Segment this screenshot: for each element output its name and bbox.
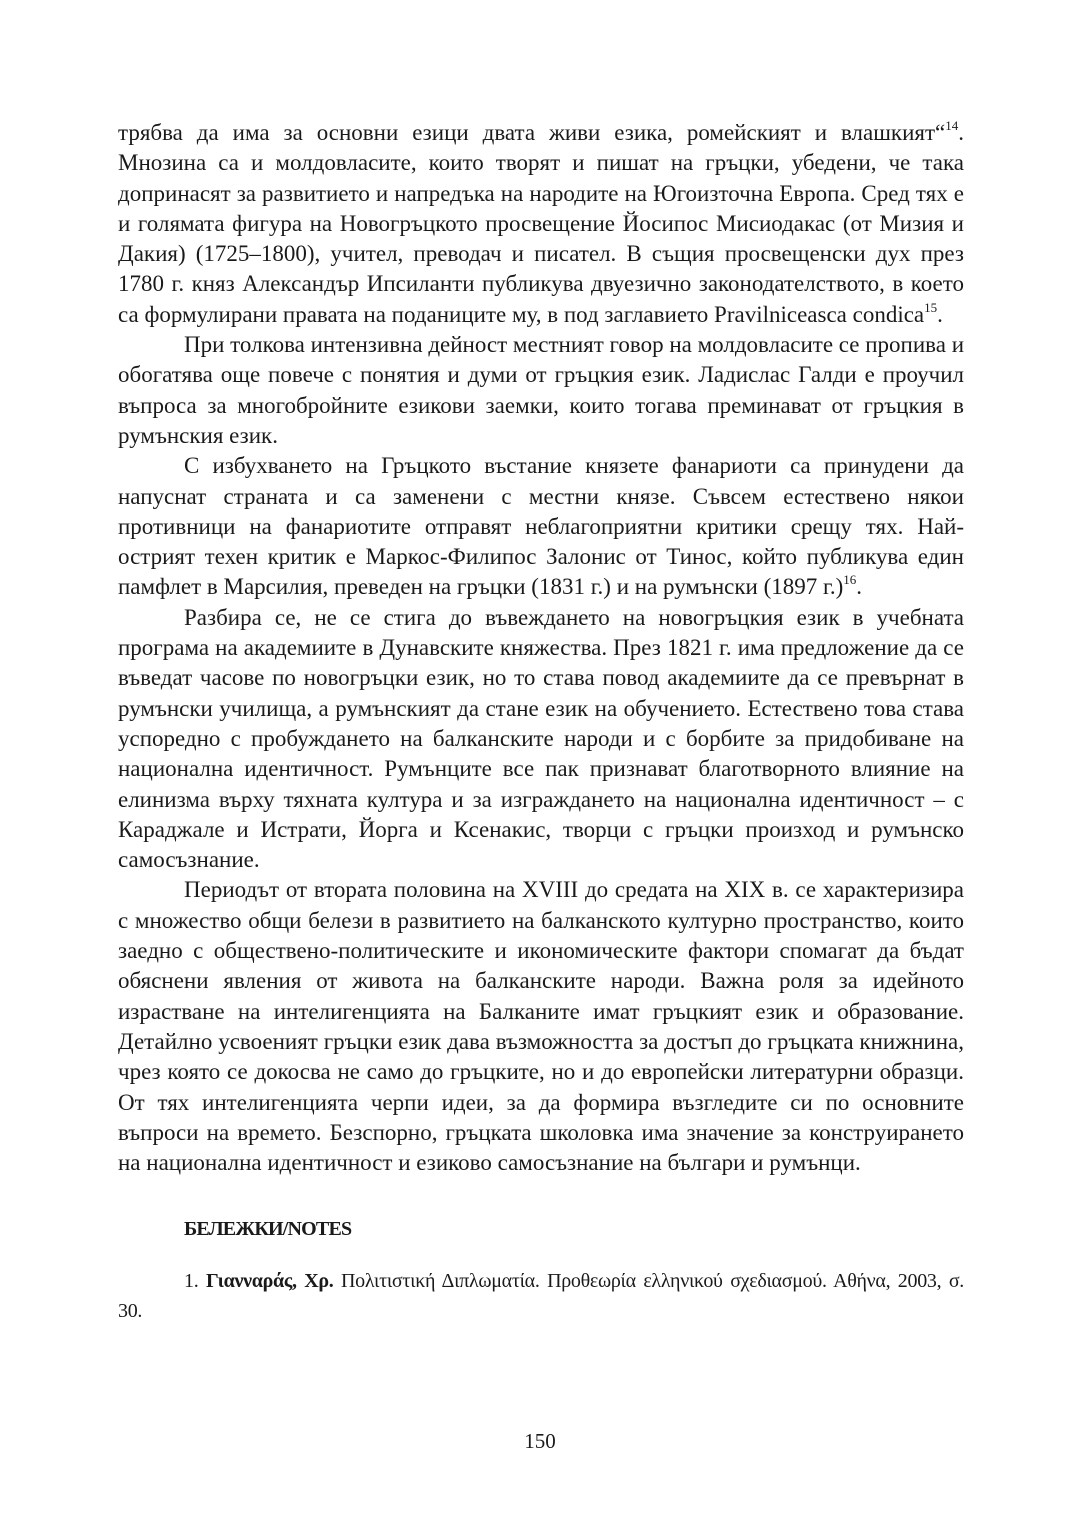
page-number: 150: [524, 1429, 556, 1453]
note-author: Γιανναράς, Χρ.: [205, 1270, 334, 1293]
paragraph-text: При толкова интензивна дейност местният говор на молдовласите се пропива и обогатява още повече с понятия и думи от гръцкия език. Ладислас Галди е проучил въпроса за многобройните езикови заемки, които тогава преминават от гръцкия в румънския език.: [118, 332, 965, 448]
notes-heading: БЕЛЕЖКИ/NOTES: [184, 1218, 352, 1241]
paragraph-text: трябва да има за основни езици двата живи езика, ромейският и влашкият“: [118, 120, 946, 145]
paragraph-text: .: [856, 574, 863, 600]
paragraph-3: [118, 451, 964, 602]
footnote-ref-15[interactable]: 15: [924, 299, 938, 315]
note-number: 1.: [184, 1270, 206, 1293]
paragraph-4: [118, 603, 964, 876]
footnote-ref-14[interactable]: 14: [945, 118, 959, 133]
paragraph-text: .: [937, 301, 943, 327]
note-item-1: [118, 1266, 964, 1326]
paragraph-text: . Мнозина са и молдовласите, които творят и пишат на гръцки, убедени, че така допринасят за развитието и напредъка на народите на Югоизточна Европа. Сред тях е и голямата фигура на Новогръцкото просвещение Йосипос Мисиодакас (от Мизия и Дакия) (1725–1800), учител, преводач и писател. В същия просвещенски дух през 1780 г. княз Александър Ипсиланти публикува двуезично законодателството, в което са формулирани правата на поданиците му, в под заглавието Pravilniceasca condica: [118, 120, 964, 327]
paragraph-5: [118, 875, 964, 1178]
note-text: Πολιτιστική Διπλωματία. Προθεωρία ελληνικού σχεδιασμού. Αθήνα, 2003, σ. 30.: [118, 1270, 965, 1323]
paragraph-1: [118, 118, 964, 330]
footnote-ref-16[interactable]: 16: [843, 572, 857, 588]
paragraph-text: С избухването на Гръцкото въстание князете фанариоти са принудени да напуснат страната и са заменени с местни князе. Съвсем естествено някои противници на фанариотите отправят неблагоприятни критики срещу тях. Най-острият техен критик е Маркос-Филипос Залонис от Тинос, който публикува един памфлет в Марсилия, преведен на гръцки (1831 г.) и на румънски (1897 г.): [118, 453, 964, 600]
paragraph-text: Разбира се, не се стига до въвеждането на новогръцкия език в учебната програма на академиите в Дунавските княжества. През 1821 г. има предложение да се въведат часове по новогръцки език, но то става повод академиите да се превърнат в румънски училища, а румънският да стане език на обучението. Естествено това става успоредно с пробуждането на балканските народи и с борбите за придобиване на национална идентичност. Румънците все пак признават благотворното влияние на елинизма върху тяхната култура и за изграждането на национална идентичност – с Караджале и Истрати, Йорга и Ксенакис, творци с гръцки произход и румънско самосъзнание.: [118, 604, 964, 873]
paragraph-text: Периодът от втората половина на XVIII до средата на XIX в. се характеризира с множество общи белези в развитието на балканското културно пространство, които заедно с обществено-политическите и икономическите фактори спомагат да бъдат обяснени явления от живота на балканските народи. Важна роля за идейното израстване на интелигенцията на Балканите имат гръцкият език и образование. Детайлно усвоеният гръцки език дава възможността за достъп до гръцката книжнина, чрез която се докосва не само до гръцките, но и до европейски литературни образци. От тях интелигенцията черпи идеи, за да формира възгледите си по основните въпроси на времето. Безспорно, гръцката школовка има значение за конструирането на национална идентичност и езиково самосъзнание на българи и румънци.: [118, 877, 964, 1176]
paragraph-2: [118, 330, 964, 451]
page-body: [118, 118, 964, 1326]
